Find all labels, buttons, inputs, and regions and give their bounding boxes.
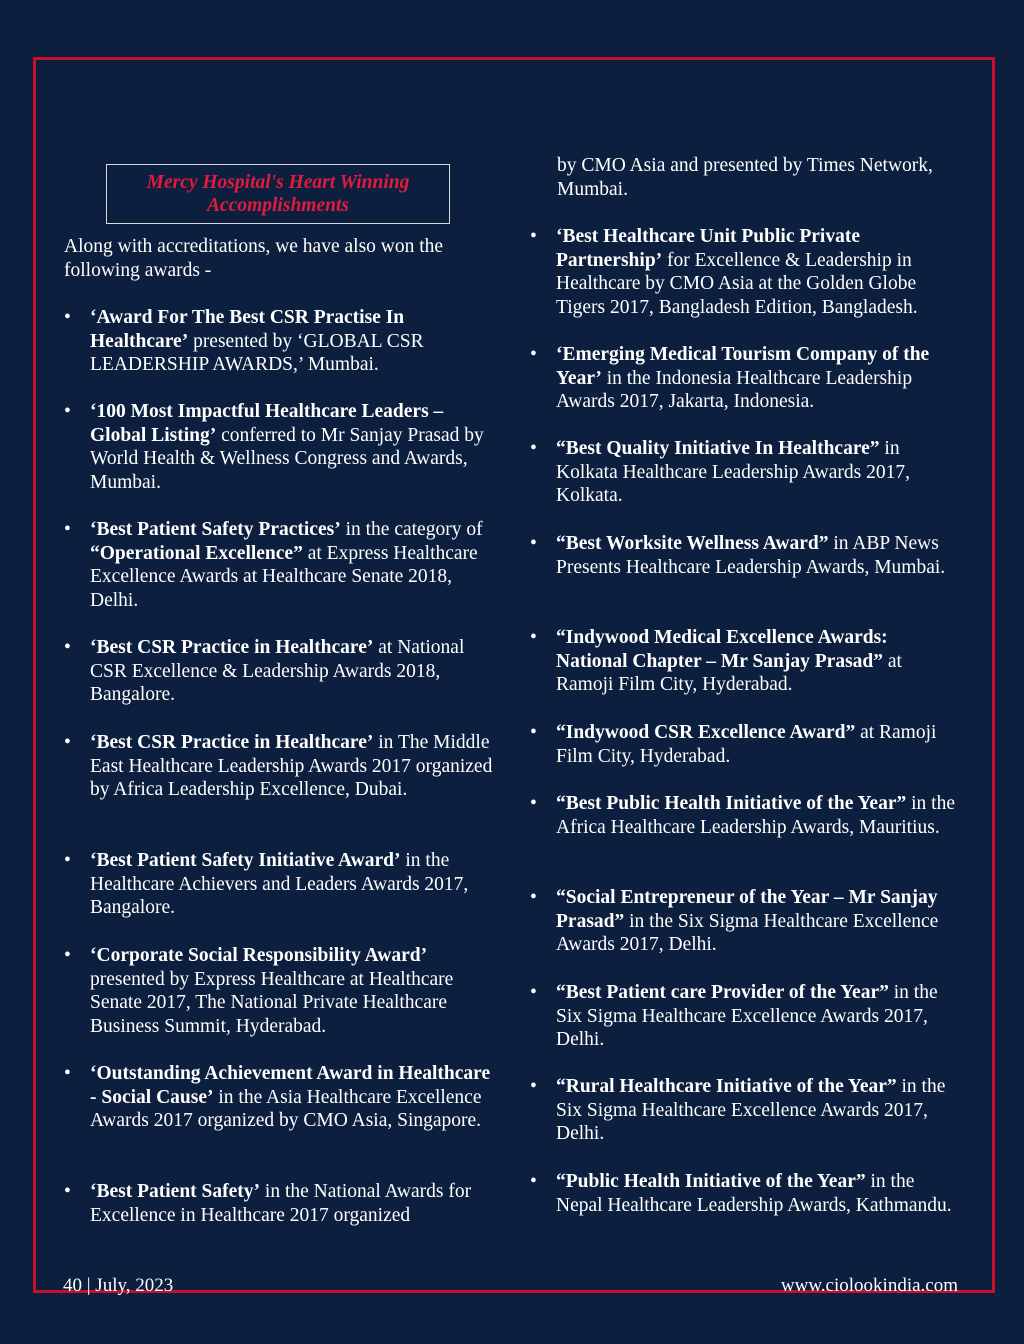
- award-item: • ‘Best Patient Safety Practices’ in the category of “Operational Excellence” at Express Healthcare Excellence Awards at Healthcare Senate 2018, Delhi.: [64, 518, 496, 613]
- website-link[interactable]: www.ciolookindia.com: [780, 1275, 958, 1296]
- award-item: • ‘Best CSR Practice in Healthcare’ at National CSR Excellence & Leadership Awards 2018, Bangalore.: [64, 636, 496, 707]
- section-title-box: [106, 164, 450, 224]
- section-title: Mercy Hospital's Heart Winning Accomplishments: [146, 172, 410, 216]
- award-item: • ‘Outstanding Achievement Award in Healthcare - Social Cause’ in the Asia Healthcare Excellence Awards 2017 organized by CMO Asia, Singapore.: [64, 1062, 496, 1133]
- award-item: • ‘Corporate Social Responsibility Award’ presented by Express Healthcare at Healthcare Senate 2017, The National Private Healthcare Business Summit, Hyderabad.: [64, 944, 496, 1039]
- award-item: • “Best Quality Initiative In Healthcare” in Kolkata Healthcare Leadership Awards 2017, Kolkata.: [530, 437, 962, 508]
- page-number: 40 | July, 2023: [63, 1275, 174, 1296]
- intro-paragraph: Along with accreditations, we have also won the following awards -: [64, 236, 444, 281]
- award-item: • “Best Patient care Provider of the Year” in the Six Sigma Healthcare Excellence Awards 2017, Delhi.: [530, 981, 962, 1052]
- award-item: • ‘Best Healthcare Unit Public Private Partnership’ for Excellence & Leadership in Healthcare by CMO Asia at the Golden Globe Tigers 2017, Bangladesh Edition, Bangladesh.: [530, 225, 962, 320]
- award-item: • “Public Health Initiative of the Year” in the Nepal Healthcare Leadership Awards, Kathmandu.: [530, 1170, 962, 1217]
- award-item: • ‘Emerging Medical Tourism Company of the Year’ in the Indonesia Healthcare Leadership Awards 2017, Jakarta, Indonesia.: [530, 343, 962, 414]
- award-item: • ‘Best Patient Safety’ in the National Awards for Excellence in Healthcare 2017 organized: [64, 1180, 496, 1227]
- award-item: • ‘Award For The Best CSR Practise In Healthcare’ presented by ‘GLOBAL CSR LEADERSHIP AWARDS,’ Mumbai.: [64, 306, 496, 377]
- award-item: • ‘Best Patient Safety Initiative Award’ in the Healthcare Achievers and Leaders Awards 2017, Bangalore.: [64, 849, 496, 920]
- award-item: • “Best Worksite Wellness Award” in ABP News Presents Healthcare Leadership Awards, Mumbai.: [530, 532, 962, 579]
- award-item: • “Social Entrepreneur of the Year – Mr Sanjay Prasad” in the Six Sigma Healthcare Excellence Awards 2017, Delhi.: [530, 886, 962, 957]
- award-item: • “Best Public Health Initiative of the Year” in the Africa Healthcare Leadership Awards, Mauritius.: [530, 792, 962, 839]
- award-item: • ‘100 Most Impactful Healthcare Leaders – Global Listing’ conferred to Mr Sanjay Prasad by World Health & Wellness Congress and Awards, Mumbai.: [64, 400, 496, 495]
- award-item: • “Rural Healthcare Initiative of the Year” in the Six Sigma Healthcare Excellence Awards 2017, Delhi.: [530, 1075, 962, 1146]
- award-item: • “Indywood Medical Excellence Awards: National Chapter – Mr Sanjay Prasad” at Ramoji Film City, Hyderabad.: [530, 626, 962, 697]
- continued-text: by CMO Asia and presented by Times Network, Mumbai.: [557, 155, 933, 200]
- award-item: • ‘Best CSR Practice in Healthcare’ in The Middle East Healthcare Leadership Awards 2017 organized by Africa Leadership Excellence, Dubai.: [64, 731, 496, 802]
- award-item: • “Indywood CSR Excellence Award” at Ramoji Film City, Hyderabad.: [530, 721, 962, 768]
